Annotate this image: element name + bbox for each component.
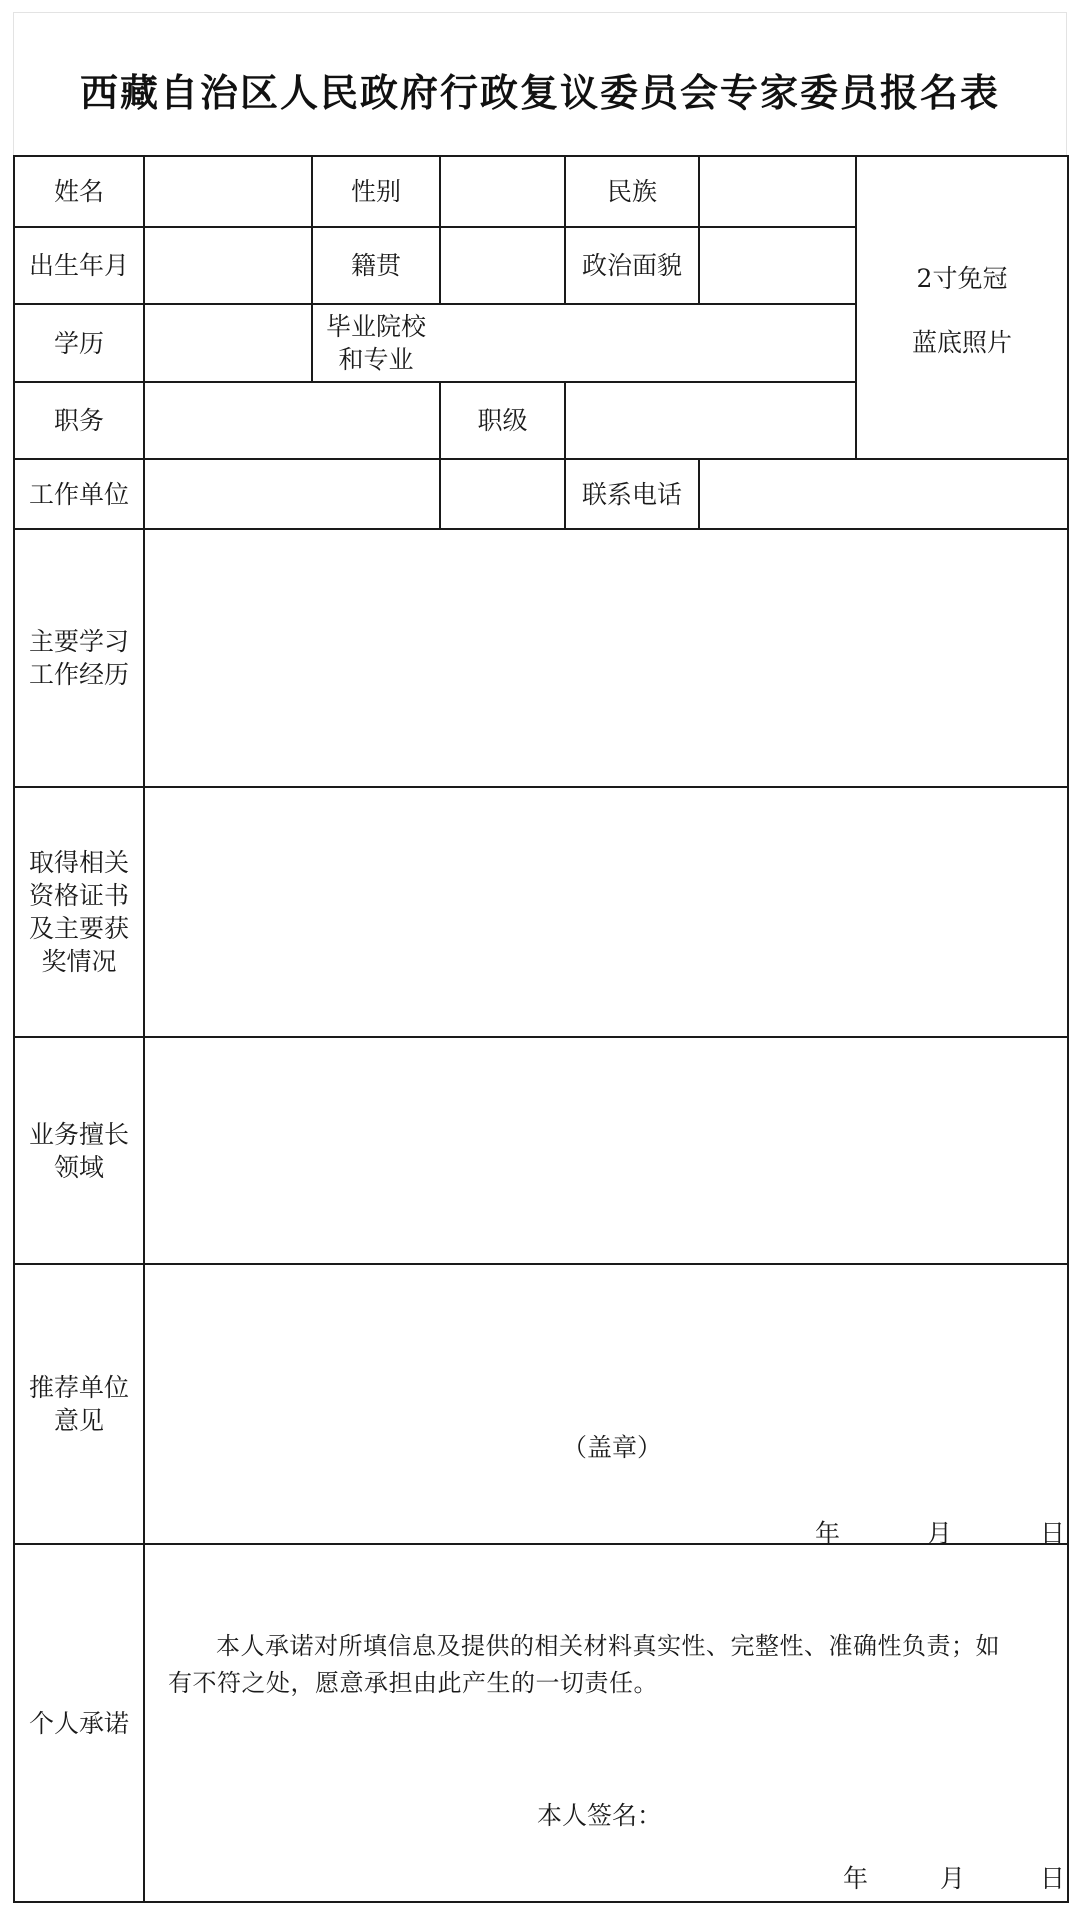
rank-field[interactable] [566, 383, 855, 458]
recommendation-month-label: 月 [927, 1519, 953, 1548]
certificates-field[interactable] [145, 788, 1067, 1036]
grid-line [13, 1901, 1069, 1903]
label-expertise: 业务擅长 领域 [28, 1119, 129, 1182]
pledge-text: 本人承诺对所填信息及提供的相关材料真实性、完整性、准确性负责；如有不符之处，愿意承担由此产生的一切责任。 [168, 1632, 1000, 1697]
label-position: 职务 [53, 406, 104, 435]
birth-field[interactable] [145, 228, 311, 303]
form-title: 西藏自治区人民政府行政复议委员会专家委员报名表 [79, 71, 1000, 115]
photo-hint-line2: 蓝底照片 [911, 327, 1012, 357]
signature-field[interactable] [665, 1786, 965, 1830]
recommendation-field[interactable] [145, 1265, 1067, 1543]
position-field[interactable] [145, 383, 439, 458]
education-field[interactable] [145, 305, 311, 381]
label-school-major: 毕业院校 和专业 [325, 312, 426, 374]
pledge-month-label: 月 [940, 1864, 966, 1893]
pledge-day-label: 日 [1040, 1864, 1066, 1893]
political-status-field[interactable] [700, 228, 855, 303]
stamp-label: （盖章） [562, 1433, 663, 1462]
native-place-field[interactable] [441, 228, 564, 303]
grid-line [13, 1543, 1069, 1545]
label-pledge: 个人承诺 [28, 1708, 129, 1738]
grid-line [1067, 155, 1069, 1903]
label-phone: 联系电话 [581, 479, 682, 509]
recommendation-year-label: 年 [815, 1519, 841, 1548]
label-gender: 性别 [350, 177, 401, 206]
label-certificates: 取得相关 资格证书 及主要获 奖情况 [28, 848, 129, 976]
label-name: 姓名 [53, 177, 104, 206]
label-ethnicity: 民族 [606, 177, 657, 206]
photo-hint-line1: 2寸免冠 [916, 263, 1008, 293]
gender-field[interactable] [441, 157, 564, 226]
label-native-place: 籍贯 [350, 251, 401, 280]
expertise-field[interactable] [145, 1038, 1067, 1263]
work-unit-field[interactable] [145, 460, 564, 528]
label-birth: 出生年月 [28, 251, 129, 280]
label-rank: 职级 [477, 406, 528, 435]
signature-label: 本人签名： [537, 1801, 663, 1830]
photo-area[interactable] [857, 157, 1067, 458]
label-education: 学历 [53, 328, 104, 358]
experience-field[interactable] [145, 530, 1067, 786]
ethnicity-field[interactable] [700, 157, 855, 226]
recommendation-day-label: 日 [1040, 1519, 1066, 1548]
pledge-year-label: 年 [843, 1864, 869, 1893]
label-political-status: 政治面貌 [581, 251, 682, 280]
name-field[interactable] [145, 157, 311, 226]
school-major-field[interactable] [441, 305, 855, 381]
label-recommendation: 推荐单位 意见 [28, 1373, 129, 1435]
label-experience: 主要学习 工作经历 [28, 627, 129, 689]
label-work-unit: 工作单位 [28, 479, 129, 509]
phone-field[interactable] [700, 460, 1067, 528]
